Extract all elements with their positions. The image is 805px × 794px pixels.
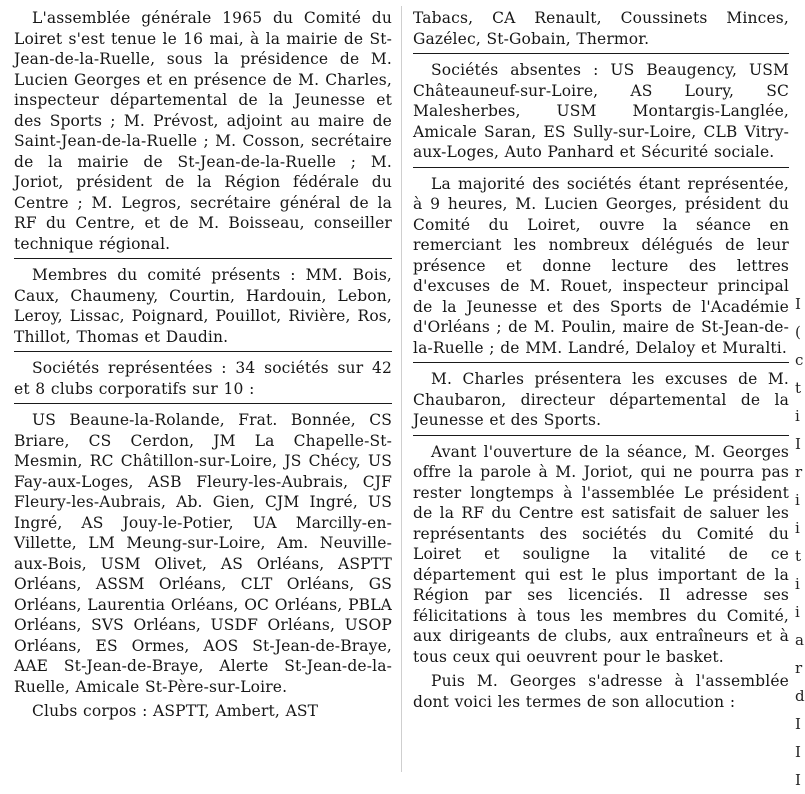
right-column (413, 8, 789, 716)
excuses-paragraph: M. Charles présentera les excuses de M. Chaubaron, directeur départemental de la Jeunesse et des Sports. (413, 370, 789, 429)
committee-members-paragraph: Membres du comité présents : MM. Bois, Caux, Chaumeny, Courtin, Hardouin, Lebon, Leroy, Lissac, Poignard, Pouillot, Rivière, Ros, Thillot, Thomas et Daudin. (14, 266, 392, 346)
left-column (14, 8, 392, 726)
edge-fragment: i (795, 519, 800, 537)
cropped-adjacent-column (795, 290, 805, 794)
edge-fragment: r (795, 659, 803, 677)
edge-fragment: t (795, 379, 802, 397)
edge-fragment: i (795, 575, 800, 593)
section-divider (14, 258, 392, 259)
edge-fragment: I (795, 715, 801, 733)
edge-fragment: I (795, 295, 801, 313)
corporate-clubs-continued: Tabacs, CA Renault, Coussinets Minces, Gazélec, St-Gobain, Thermor. (413, 9, 789, 48)
edge-fragment: ( (795, 323, 801, 341)
section-divider (413, 362, 789, 363)
corporate-clubs-paragraph: Clubs corpos : ASPTT, Ambert, AST (32, 702, 319, 720)
section-divider (413, 53, 789, 54)
represented-societies-heading: Sociétés représentées : 34 sociétés sur 42 et 8 clubs corporatifs sur 10 : (14, 359, 392, 398)
absent-societies-paragraph: Sociétés absentes : US Beaugency, USM Châteauneuf-sur-Loire, AS Loury, SC Malesherbes, USM Montargis-Langlée, Amicale Saran, ES Sully-sur-Loire, CLB Vitry-aux-Loges, Auto Panhard et Sécurité sociale. (413, 61, 789, 161)
edge-fragment: r (795, 463, 803, 481)
edge-fragment: i (795, 603, 800, 621)
allocution-paragraph: Puis M. Georges s'adresse à l'assemblée dont voici les termes de son allocution : (413, 672, 789, 711)
section-divider (413, 435, 789, 436)
edge-fragment: I (795, 771, 801, 789)
column-divider (401, 6, 402, 772)
intro-paragraph: L'assemblée générale 1965 du Comité du Loiret s'est tenue le 16 mai, à la mairie de St-Jean-de-la-Ruelle, sous la présidence de M. Lucien Georges et en présence de M. Charles, inspecteur départemental de la Jeunesse et des Sports ; M. Prévost, adjoint au maire de Saint-Jean-de-la-Ruelle ; M. Cosson, secrétaire de la mairie de St-Jean-de-la-Ruelle ; M. Joriot, président de la Région fédérale du Centre ; M. Legros, secrétaire général de la RF du Centre, et de M. Boisseau, conseiller technique régional. (14, 9, 392, 253)
section-divider (14, 351, 392, 352)
edge-fragment: i (795, 491, 800, 509)
session-opening-paragraph: La majorité des sociétés étant représentée, à 9 heures, M. Lucien Georges, président du Comité du Loiret, ouvre la séance en remerciant les nombreux délégués de leur présence et donne lecture des lettres d'excuses de M. Rouet, inspecteur principal de la Jeunesse et des Sports de l'Académie d'Orléans ; de M. Poulin, maire de St-Jean-de-la-Ruelle ; de MM. Landré, Delaloy et Muralti. (413, 174, 789, 357)
edge-fragment: t (795, 547, 802, 565)
edge-fragment: d (795, 687, 805, 705)
represented-societies-list: US Beaune-la-Rolande, Frat. Bonnée, CS Briare, CS Cerdon, JM La Chapelle-St-Mesmin, RC Châtillon-sur-Loire, JS Chécy, US Fay-aux-Loges, ASB Fleury-les-Aubrais, CJF Fleury-les-Aubrais, Ab. Gien, CJM Ingré, US Ingré, AS Jouy-le-Potier, UA Marcilly-en-Villette, LM Meung-sur-Loire, Am. Neuville-aux-Bois, USM Olivet, AS Orléans, ASPTT Orléans, ASSM Orléans, CLT Orléans, GS Orléans, Laurentia Orléans, OC Orléans, PBLA Orléans, SVS Orléans, USDF Orléans, USOP Orléans, ES Ormes, AOS St-Jean-de-Braye, AAE St-Jean-de-Braye, Alerte St-Jean-de-la-Ruelle, Amicale St-Père-sur-Loire. (14, 411, 392, 696)
edge-fragment: I (795, 435, 801, 453)
joriot-speech-paragraph: Avant l'ouverture de la séance, M. Georges offre la parole à M. Joriot, qui ne pourra pas rester longtemps à l'assemblée Le président de la RF du Centre est satisfait de saluer les représentants des sociétés du Comité du Loiret et souligne la vitalité de ce département qui est le plus important de la Région par ses licenciés. Il adresse ses félicitations à tous les membres du Comité, aux dirigeants de clubs, aux entraîneurs et à tous ceux qui oeuvrent pour le basket. (413, 442, 789, 666)
edge-fragment: c (795, 351, 804, 369)
section-divider (413, 167, 789, 168)
section-divider (14, 403, 392, 404)
edge-fragment: a (795, 631, 804, 649)
edge-fragment: I (795, 743, 801, 761)
edge-fragment: i (795, 407, 800, 425)
